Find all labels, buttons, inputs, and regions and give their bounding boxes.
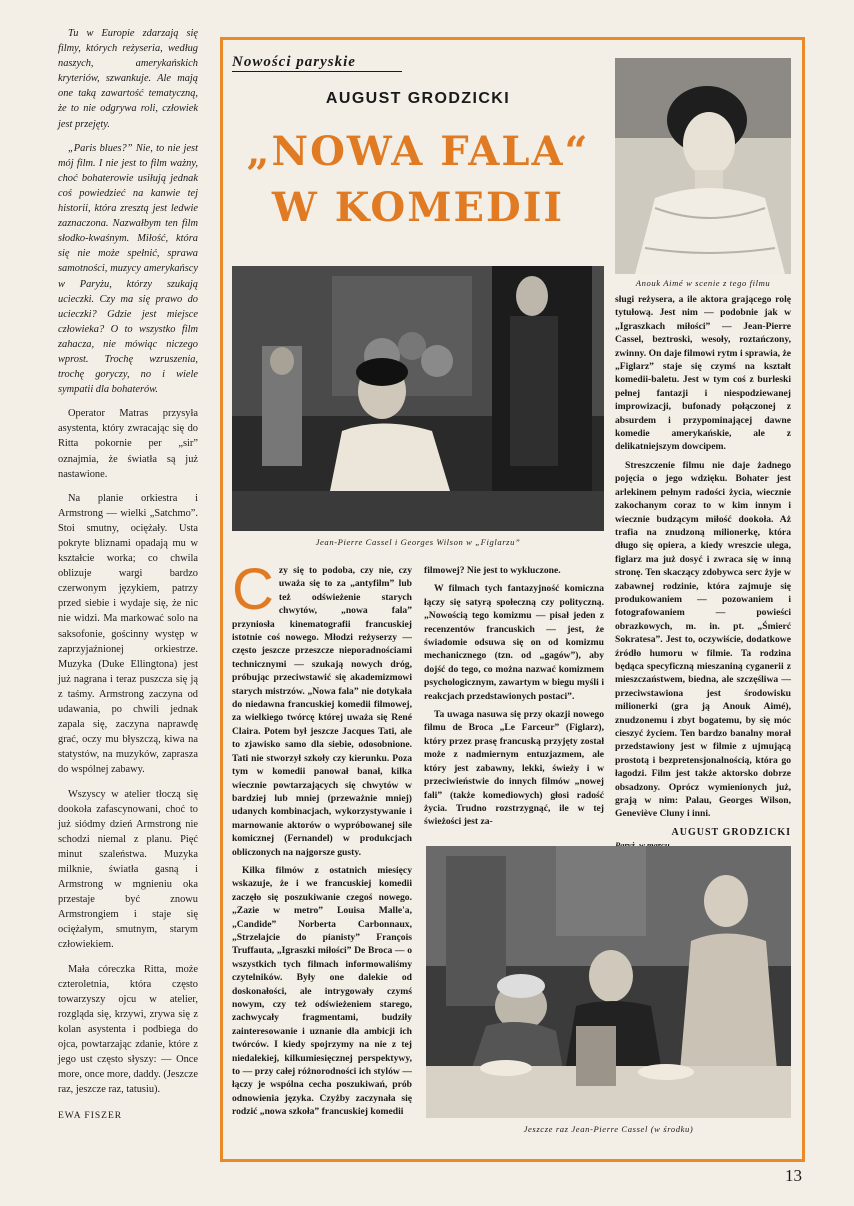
caption-center: Jean-Pierre Cassel i Georges Wilson w „Figlarzu” (315, 537, 521, 547)
article-column-1 (232, 557, 412, 1124)
article-column-2 (424, 564, 604, 834)
side-column (58, 26, 198, 1133)
photo-figlarz (232, 266, 604, 531)
author-name: AUGUST GRODZICKI (325, 90, 511, 107)
side-paragraph: Tu w Europie zdarzają się filmy, których reżyseria, według naszych, amerykańskich kryteriów, szwankuje. Ale mają one taką zawartość tematyczną, że to nie odgrywa roli, człowiek jest przejęty. (58, 28, 198, 130)
article-column-3 (615, 293, 791, 853)
article-paragraph: Czy się to podoba, czy nie, czy uważa się to za „antyfilm” lub też odświeżenie starych chwytów, „nowa fala” przyniosła kinematografii francuskiej istotnie coś nowego. Młodzi reżyserzy — często jeszcze przeszcze nieporadnościami technicznymi — szukają nowych dróg, próbując przeciwstawić się akademizmowi starych mistrzów. „Nowa fala” nie dotykała do niedawna francuskiej komedii filmowej, za wielkiego twórcę której uważa się René Claira. Potem był jeszcze Jacques Tati, ale to zjawisko samo dla siebie, odosobnione. Tati nie stworzył szkoły czy kierunku. Poza tym w komedii panował banał, kilka wiecznie powtarzających się chwytów w bardziej lub mniej (przeważnie mniej) udanych kombinacjach, wykorzystywanie i marnowanie aktorów o wypróbowanej sile komicznej (Fernandel) w produkcjach obliczonych na najgorsze gusty. (232, 557, 412, 858)
article-signature: AUGUST GRODZICKI (671, 826, 791, 838)
side-signature: EWA FISZER (58, 1111, 123, 1122)
caption-bottom: Jeszcze raz Jean-Pierre Cassel (w środku) (523, 1124, 694, 1134)
side-paragraph: Mała córeczka Ritta, może czteroletnia, która często towarzyszy ojcu w atelier, rozgląda się, krzywi, zrywa się z kolan asystenta i podbiega do ojca, powtarzając zdanie, które z jego ust często słyszy: — Once more, once more, daddy. (Jeszcze raz, jeszcze raz, tatusiu). (58, 963, 198, 1096)
side-paragraph: „Paris blues?” Nie, to nie jest mój film. I nie jest to film ważny, choć bohaterowie usiłują jednak coś powiedzieć na kanwie tej historii, która zresztą jest ledwie zaznaczona. Nazwałbym ten film słodko-kwaśnym. Miłość, która się nie może spełnić, sprawa samotności, muzycy amerykańscy w Paryżu, którzy szukają ucieczki. Czy ma się prawo do ucieczki? Gdzie jest miejsce człowieka? O to wszystko film zahacza, nie mówiąc niczego wprost. Trochę wzruszenia, trochę goryczy, no i wiele sympatii dla bohaterów. (58, 142, 198, 396)
drop-cap: C (232, 557, 274, 622)
caption-top-right: Anouk Aimé w scenie z tego filmu (635, 278, 771, 288)
article-paragraph: Streszczenie filmu nie daje żadnego pojęcia o jego wdzięku. Bohater jest arlekinem pełnym radości życia, wiecznie zakochanym coraz to w kim innym i wiecznie budzącym miłość dookoła. Aż trafia na znudzoną milionerkę, która długo się opiera, a kiedy wreszcie ulega, figlarz ma już dosyć i zwraca się w inną stronę. Ten skaczący zdobywca serc żyje w zabawnej rodzinie, która zajmuje się produkowaniem — pozowaniem i fotografowaniem — powieści obrazkowych, m. in. pt. „Śmierć Sokratesa”. Jest to, oczywiście, dodatkowe źródło humoru w filmie. Ta rodzina będąca specyficzną mieszaniną cyganerii z mieszczaństwem, biedna, ale szczęśliwa — przeciwstawiona jest środowisku milionerki (gra ją Anouk Aimé), znudzonemu i zbyt bogatemu, by się móc cieszyć życiem. Ten bardzo banalny morał przedstawiony jest w filmie z ujmującą prostotą i bezpretensjonalnością, która go łagodzi. Film jest także aktorsko dobrze obsadzony. Oprócz wymienionych już, grają w nim: Palau, Georges Wilson, Geneviève Cluny i inni. (615, 459, 791, 820)
side-paragraph: Wszyscy w atelier tłoczą się dookoła zafascynowani, choć to już siódmy dzień Armstrong nie schodzi niemal z planu. Pięć minut szaleństwa. Muzyka milknie, światła gasną i Armstrong w mgnieniu oka przestaje być znowu Armstrongiem i staje się ociężałym, smutnym, starym człowiekiem. (58, 788, 198, 951)
headline-line-1: „NOWA FALA“ (246, 128, 590, 175)
page-number: 13 (785, 1166, 802, 1185)
article-paragraph: W filmach tych fantazyjność komiczna łączy się satyrą społeczną czy polityczną. „Nowością tego komizmu — pisał jeden z recenzentów francuskich — jest, że świadomie odsuwa się on od komizmu mechanicznego (tzn. od „gagów”), aby dojść do tego, co można nazwać komizmem psychologicznym, zawartym w biegu myśli i reakcjach przedstawionych postaci”. (424, 583, 604, 702)
rubric-title: Nowości paryskie (232, 54, 356, 70)
headline-line-2: W KOMEDII (271, 184, 565, 231)
article-paragraph: Ta uwaga nasuwa się przy okazji nowego filmu de Broca „Le Farceur” (Figlarz), który przez prasę francuską przyjęty został może z nadmiernym entuzjazmem, ale który jest zabawny, lekki, świeży i w przeciwieństwie do innych filmów „nowej fali” (także komediowych) głosi radość życia. Trudno rozstrzygnąć, ile w tej świeżości jest za- (424, 709, 604, 828)
article-paragraph: filmowej? Nie jest to wykluczone. (424, 565, 561, 576)
headline (232, 124, 604, 236)
side-paragraph: Operator Matras przysyła asystenta, który zwracając się do Ritta pokornie per „sir” oznajmia, że światła są już nastawione. (58, 408, 198, 480)
photo-cassel-middle-image (426, 846, 791, 1118)
photo-anouk-aime-image (615, 58, 791, 274)
side-paragraph: Na planie orkiestra i Armstrong — wielki „Satchmo”. Stoi smutny, ociężały. Usta pokryte bliznami opadają mu w kształcie worka; co chwila oblizuje wargi bardzo czerwonym językiem, patrzy przed siebie i wydaje się, że nic nie widzi. Ma markować solo na saksofonie, gościnny występ w zaprzyjaźnionej orkiestrze. Muzyka (Duke Ellingtona) jest już nagrana i teraz puszcza się ją z taśmy. Armstrong zaczyna od udawania, po chwili jednak zapala się, zaczyna naprawdę grać, oczy mu błyszczą, kiwa na statystów, na muzyków, zaprasza do wspólnej zabawy. (58, 492, 198, 776)
photo-cassel-middle (426, 846, 791, 1118)
photo-anouk-aime (615, 58, 791, 274)
article-paragraph: sługi reżysera, a ile aktora grającego rolę tytułową. Jest nim — podobnie jak w „Igraszkach miłości” — Jean-Pierre Cassel, beztroski, wesoły, roztańczony, zwinny. On daje filmowi rytm i sprawia, że „Figlarz” staje się czymś na kształt komedii-baletu. Jest w tym coś z burleski pełnej fantazji i niespodziewanej improwizacji, bufonady połączonej z absurdem i przypominającej dawne komedie amerykańskie, ale z delikatniejszym dowcipem. (615, 294, 791, 453)
article-paragraph: Kilka filmów z ostatnich miesięcy wskazuje, że i we francuskiej komedii zaczęło się poszukiwanie czegoś nowego. „Zazie w metro” Louisa Malle'a, „Candide” Norberta Carbonnaux, „Strzelajcie do pianisty” François Truffauta, „Igraszki miłości” De Broca — o wszystkich tych filmach informowaliśmy czytelników. Były one dalekie od doskonałości, ale intrygowały czymś nowym, czy też odświeżeniem starego, zachwycały fragmentami, budziły zainteresowanie i uznanie dla ambicji ich twórców. I kiedy spojrzymy na nie z tej niedalekiej, kilkumiesięcznej perspektywy, to — przy całej różnorodności ich stylów — łączy je wspólna cecha poszukiwań, prób odnowienia języka. Czyżby zaczynała się rodzić „nowa szkoła” francuskiej komedii (232, 864, 412, 1118)
photo-figlarz-image (232, 266, 604, 531)
rubric-underline (232, 71, 402, 72)
